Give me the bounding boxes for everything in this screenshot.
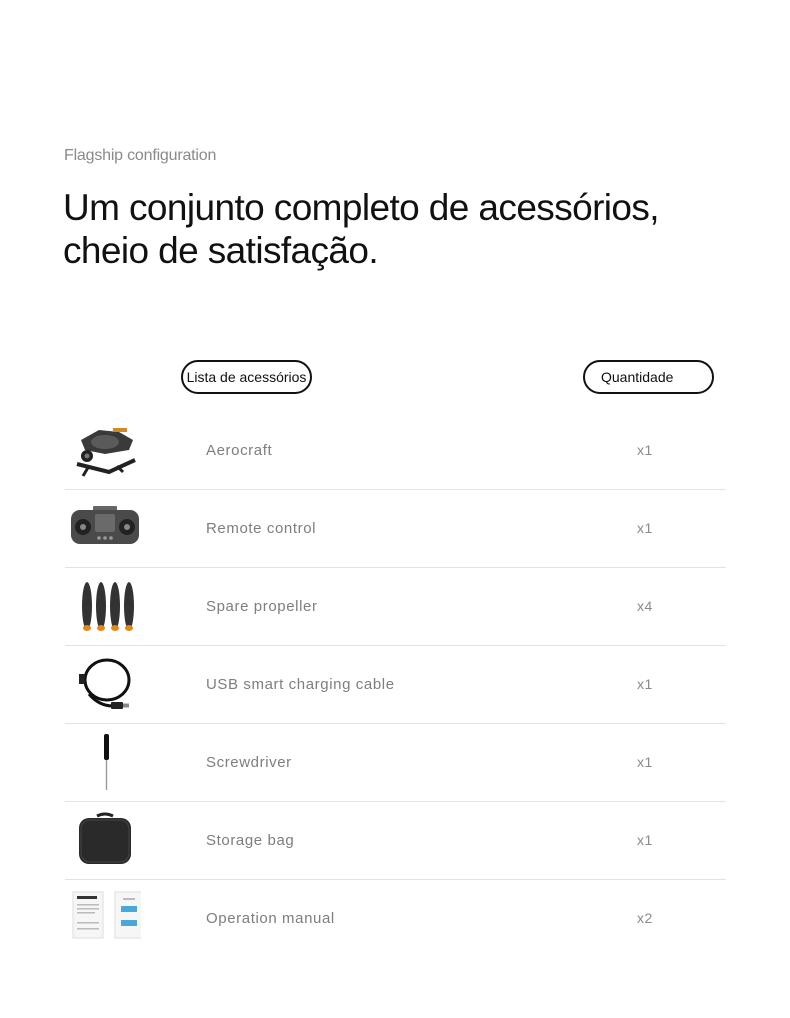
table-row (65, 568, 726, 646)
remote-control-icon (69, 498, 141, 558)
table-row (65, 802, 726, 880)
item-quantity: x1 (637, 442, 653, 458)
propeller-icon (69, 576, 141, 636)
accessory-table (65, 412, 726, 957)
drone-icon (69, 420, 141, 480)
item-name: Storage bag (206, 832, 295, 849)
table-row (65, 646, 726, 724)
item-quantity: x2 (637, 910, 653, 926)
item-quantity: x1 (637, 676, 653, 692)
manual-icon (69, 888, 141, 948)
item-quantity: x1 (637, 832, 653, 848)
usb-cable-icon (69, 654, 141, 714)
eyebrow-label: Flagship configuration (64, 147, 217, 164)
item-name: Screwdriver (206, 754, 292, 771)
headline-line-2: cheio de satisfação. (63, 230, 379, 271)
page-headline (63, 186, 763, 272)
item-quantity: x1 (637, 520, 653, 536)
table-row (65, 490, 726, 568)
column-header-items: Lista de acessórios (181, 360, 312, 394)
item-name: Remote control (206, 520, 317, 537)
table-row (65, 412, 726, 490)
headline-line-1: Um conjunto completo de acessórios, (63, 187, 659, 228)
item-quantity: x1 (637, 754, 653, 770)
table-row (65, 724, 726, 802)
item-name: USB smart charging cable (206, 676, 395, 693)
table-row (65, 880, 726, 957)
item-quantity: x4 (637, 598, 653, 614)
storage-bag-icon (69, 810, 141, 870)
item-name: Spare propeller (206, 598, 318, 615)
item-name: Aerocraft (206, 442, 273, 459)
screwdriver-icon (69, 732, 141, 792)
item-name: Operation manual (206, 910, 335, 927)
column-header-quantity: Quantidade (583, 360, 714, 394)
